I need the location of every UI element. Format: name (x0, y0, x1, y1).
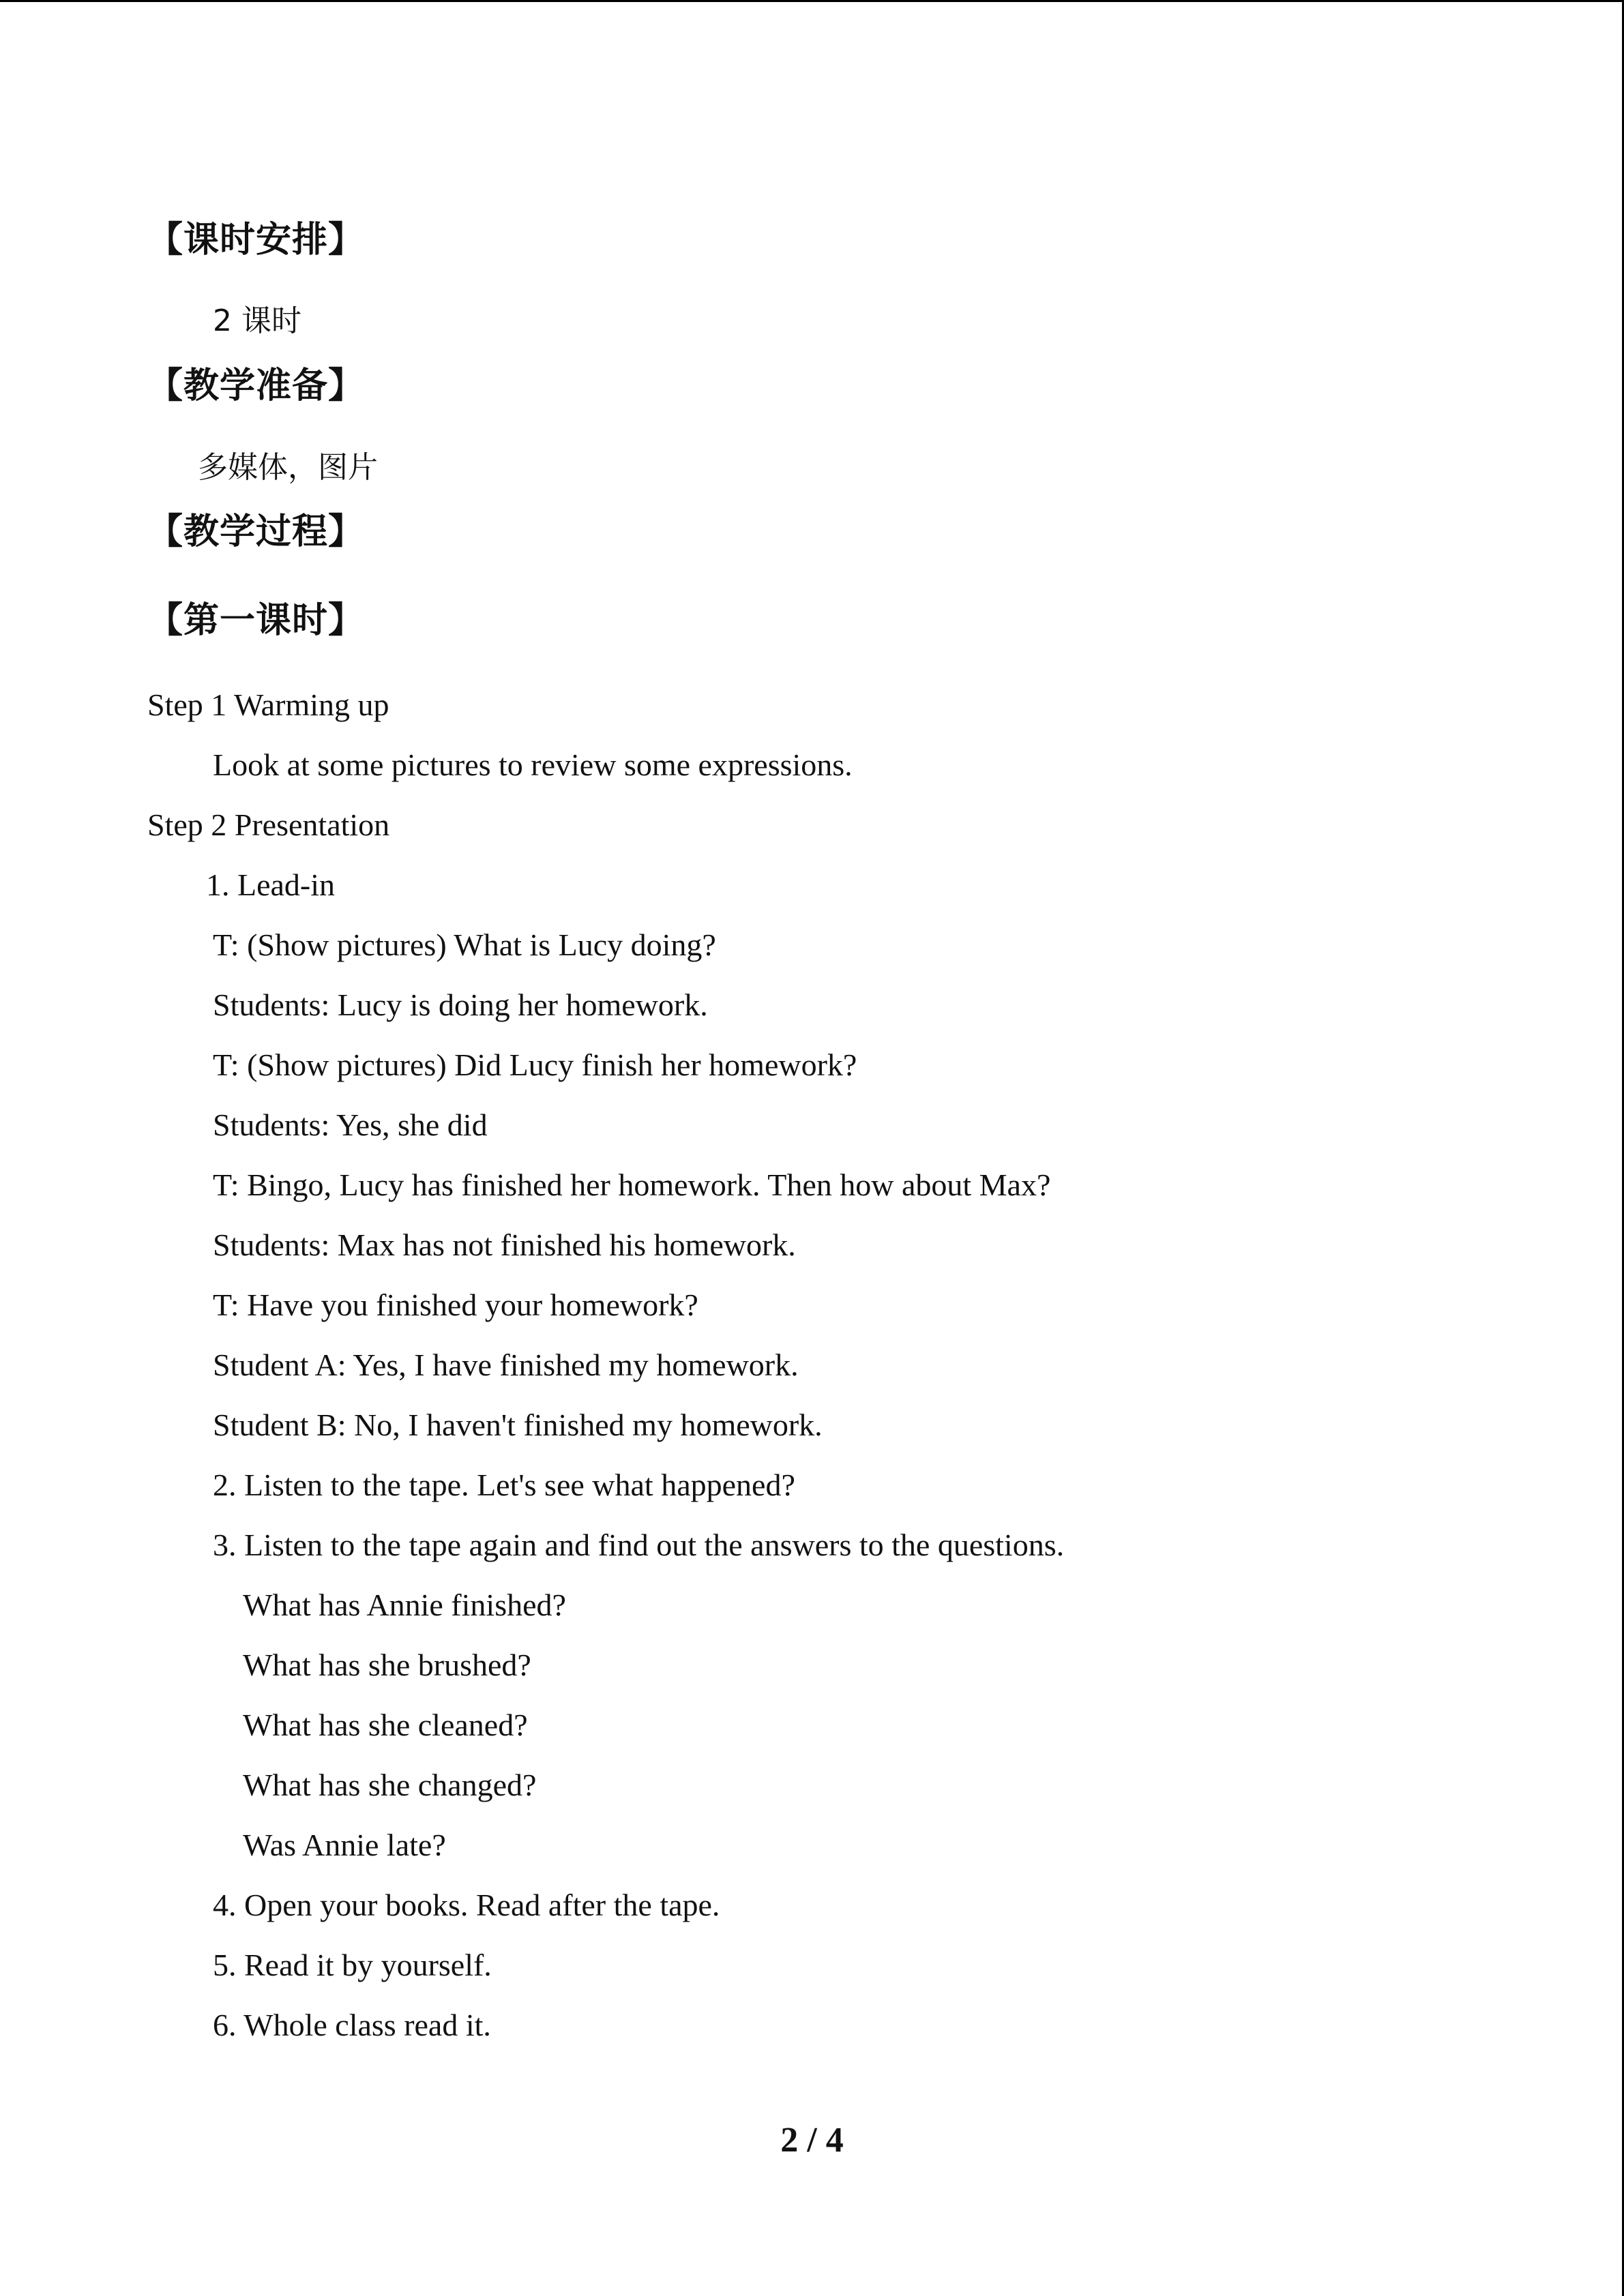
step-2-line: T: Have you finished your homework? (213, 1287, 698, 1322)
step-1-title: Step 1 Warming up (147, 687, 389, 722)
step-2-line: 2. Listen to the tape. Let's see what happened? (213, 1467, 795, 1502)
question-line: Was Annie late? (243, 1828, 446, 1862)
step-2-line: T: Bingo, Lucy has finished her homework. Then how about Max? (213, 1167, 1051, 1202)
step-2-line: 1. Lead-in (206, 867, 336, 902)
step-2-line: Students: Yes, she did (213, 1107, 488, 1142)
step-2-line: Student A: Yes, I have finished my homework. (213, 1347, 799, 1382)
question-line: What has she cleaned? (243, 1708, 528, 1742)
question-line: What has she changed? (243, 1768, 537, 1802)
step-2-title: Step 2 Presentation (147, 807, 390, 842)
section-heading-process: 【教学过程】 (147, 511, 365, 552)
section-heading-first-lesson: 【第一课时】 (147, 600, 365, 641)
step-2-line: 4. Open your books. Read after the tape. (213, 1888, 720, 1922)
schedule-content: 2 课时 (213, 303, 301, 338)
section-heading-schedule: 【课时安排】 (147, 220, 365, 260)
step-2-line: Student B: No, I haven't finished my homework. (213, 1407, 823, 1442)
page-number: 2 / 4 (780, 2121, 844, 2160)
question-line: What has Annie finished? (243, 1587, 566, 1622)
step-1-line: Look at some pictures to review some expressions. (213, 747, 853, 782)
preparation-content: 多媒体，图片 (198, 450, 378, 485)
question-line: What has she brushed? (243, 1648, 531, 1682)
step-2-line: Students: Max has not finished his homework. (213, 1227, 796, 1262)
step-2-line: 3. Listen to the tape again and find out the answers to the questions. (213, 1527, 1065, 1562)
section-heading-preparation: 【教学准备】 (147, 366, 365, 406)
step-2-line: T: (Show pictures) What is Lucy doing? (213, 927, 716, 962)
step-2-line: T: (Show pictures) Did Lucy finish her homework? (213, 1047, 857, 1082)
step-2-line: 6. Whole class read it. (213, 2008, 491, 2042)
step-2-line: Students: Lucy is doing her homework. (213, 987, 708, 1022)
step-2-line: 5. Read it by yourself. (213, 1948, 492, 1982)
